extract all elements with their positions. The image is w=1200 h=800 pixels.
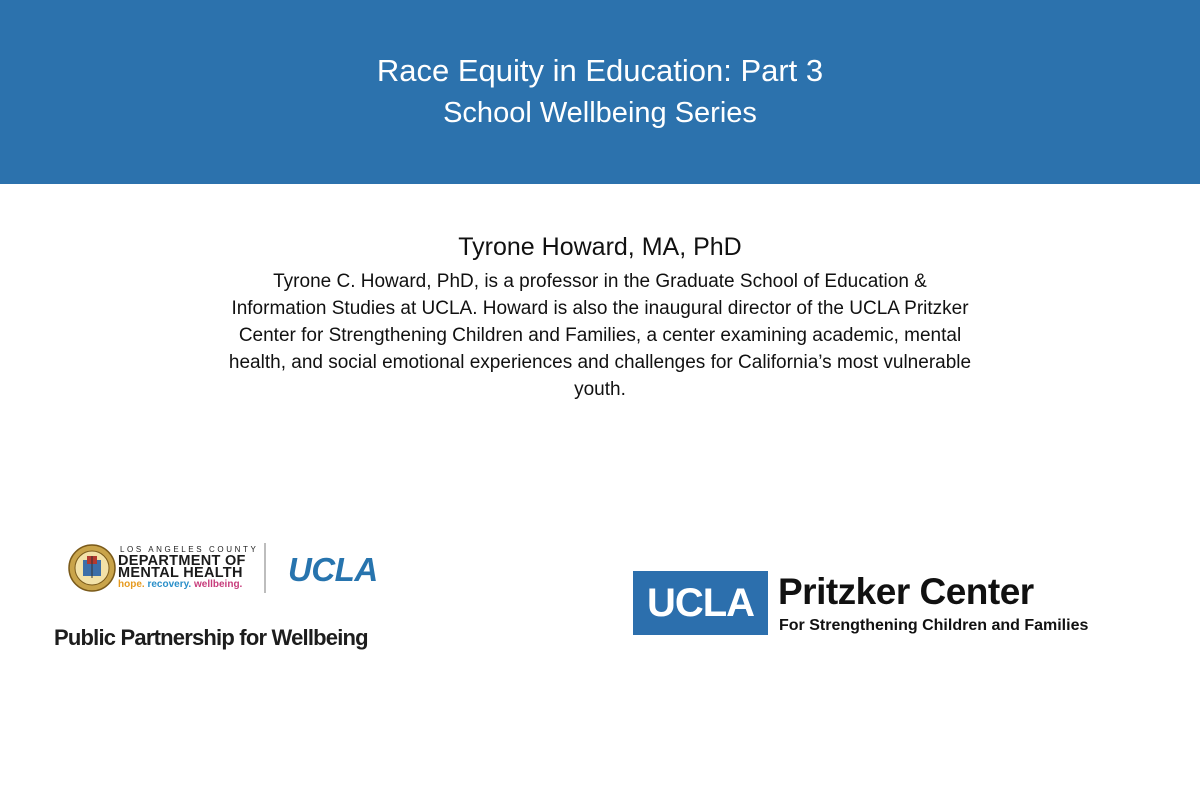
tag-recovery: recovery. <box>147 579 192 590</box>
tag-hope: hope. <box>118 579 145 590</box>
speaker-bio: Tyrone C. Howard, PhD, is a professor in the Graduate School of Education & Information Studies at UCLA. Howard is also the inaugural director of the UCLA Pritzker Center for Strengthening Children and Families, a center examining academic, mental health, and social emotional experiences and challenges for California’s most vulnerable youth. <box>228 271 972 400</box>
ucla-logo: UCLA <box>288 551 378 588</box>
county-seal-icon <box>68 544 116 592</box>
pritzker-title: Pritzker Center <box>778 571 1034 612</box>
page-title: Race Equity in Education: Part 3 <box>376 53 824 88</box>
pritzker-subtitle: For Strengthening Children and Families <box>779 617 1089 634</box>
partnership-label: Public Partnership for Wellbeing <box>54 625 368 650</box>
header-banner <box>0 0 1200 184</box>
tag-wellbeing: wellbeing. <box>193 579 243 590</box>
page-subtitle: School Wellbeing Series <box>443 97 757 129</box>
speaker-name: Tyrone Howard, MA, PhD <box>458 233 742 261</box>
dmh-name-line1: DEPARTMENT OF <box>118 553 246 569</box>
dmh-name-line2: MENTAL HEALTH <box>118 565 243 581</box>
dmh-county-label: LOS ANGELES COUNTY <box>120 545 259 554</box>
dmh-tagline <box>118 579 242 590</box>
logo-divider <box>264 543 266 593</box>
pritzker-ucla-box: UCLA <box>633 571 768 635</box>
